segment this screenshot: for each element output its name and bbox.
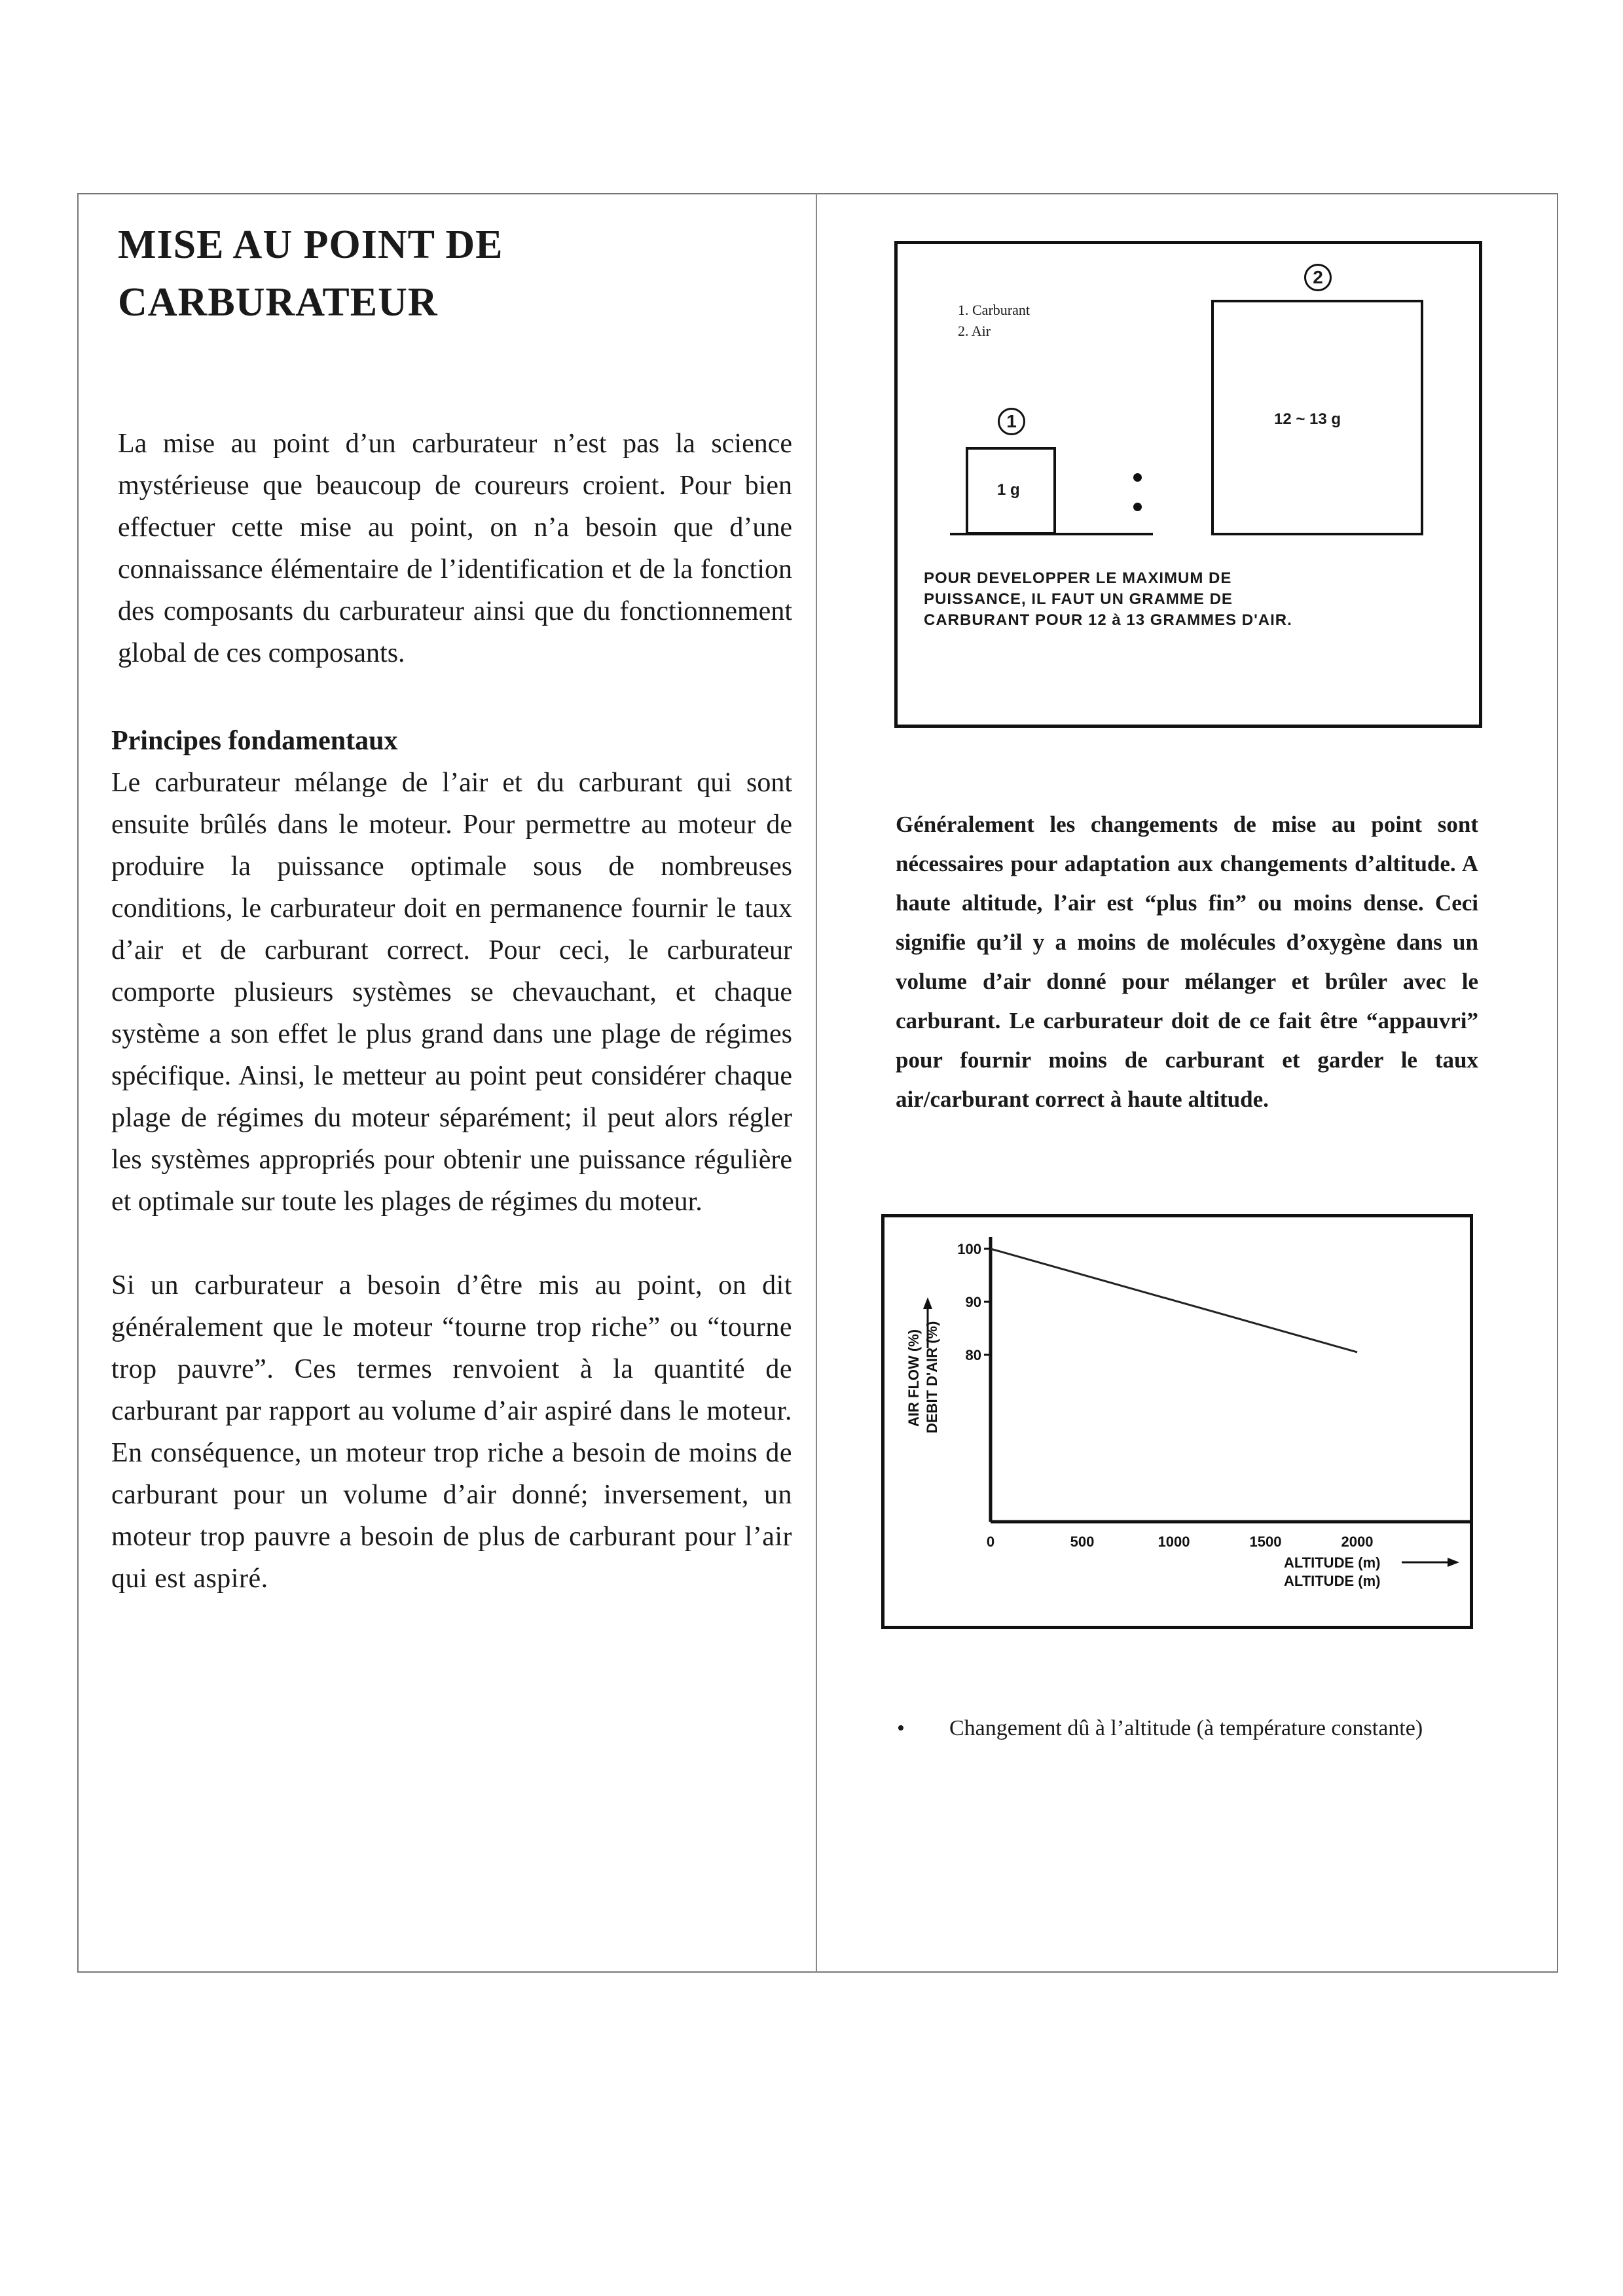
y-axis-label-fr: DEBIT D'AIR (%) — [924, 1321, 940, 1433]
x-axis-arrowhead — [1448, 1558, 1459, 1567]
x-tick-label: 1500 — [1249, 1534, 1282, 1550]
airflow-altitude-chart — [881, 1214, 1473, 1629]
x-tick-label: 500 — [1070, 1534, 1095, 1550]
legend-item-fuel: 1. Carburant — [958, 302, 1030, 318]
bullet-icon: • — [897, 1716, 905, 1740]
y-tick-label: 90 — [965, 1294, 981, 1310]
x-tick-label: 0 — [986, 1534, 995, 1550]
caption-line-3: CARBURANT POUR 12 à 13 GRAMMES D'AIR. — [924, 611, 1292, 629]
air-box — [1211, 300, 1423, 535]
air-box-label: 12 ~ 13 g — [1274, 410, 1341, 428]
x-tick-label: 2000 — [1341, 1534, 1374, 1550]
x-axis-label-fr: ALTITUDE (m) — [1284, 1573, 1381, 1589]
circle-label-2: 2 — [1304, 264, 1332, 291]
figure1-caption — [924, 568, 1461, 631]
section-title: Principes fondamentaux — [111, 726, 398, 756]
y-axis-label-en: AIR FLOW (%) — [905, 1329, 922, 1427]
caption-line-1: POUR DEVELOPPER LE MAXIMUM DE — [924, 569, 1232, 587]
title-line-2: CARBURATEUR — [118, 280, 438, 325]
y-tick-label: 100 — [957, 1241, 981, 1257]
caption-line-2: PUISSANCE, IL FAUT UN GRAMME DE — [924, 590, 1233, 608]
fuel-air-ratio-figure — [894, 241, 1482, 728]
column-divider — [816, 193, 817, 1973]
section-paragraph: Le carburateur mélange de l’air et du carburant qui sont ensuite brûlés dans le moteur. Pour permettre au moteur de produire la puissance optimale sous de nombreuses conditions, le carburateur doit en permanence fournir le taux d’air et de carburant correct. Pour ceci, le carburateur comporte plusieurs systèmes se chevauchant, et chaque système a son effet le plus grand dans une plage de régimes spécifique. Ainsi, le metteur au point peut considérer chaque plage de régimes du moteur séparément; il peut alors régler les systèmes appropriés pour obtenir une puissance régulière et optimale sur toute les plages de régimes du moteur. — [111, 768, 792, 1217]
x-axis-label-en: ALTITUDE (m) — [1284, 1554, 1381, 1571]
page-title — [118, 216, 792, 331]
circle-label-1: 1 — [998, 408, 1025, 435]
y-axis-arrowhead — [923, 1297, 932, 1309]
dot-1 — [1133, 473, 1142, 482]
chart-caption-text: Changement dû à l’altitude (à température constante) — [949, 1716, 1423, 1740]
intro-paragraph: La mise au point d’un carburateur n’est pas la science mystérieuse que beaucoup de coureurs croient. Pour bien effectuer cette mise au point, on n’a besoin que d’une connaissance élémentaire de l’identification et de la fonction des composants du carburateur ainsi que du fonctionnement global de ces composants. — [118, 429, 792, 668]
fuel-box-label: 1 g — [997, 481, 1020, 499]
altitude-paragraph: Généralement les changements de mise au point sont nécessaires pour adaptation aux changements d’altitude. A haute altitude, l’air est “plus fin” ou moins dense. Ceci signifie qu’il y a moins de molécules d’oxygène dans un volume d’air donné pour mélanger et brûler avec le carburant. Le carburateur doit de ce fait être “appauvri” pour fournir moins de carburant et garder le taux air/carburant correct à haute altitude. — [896, 812, 1478, 1112]
dot-2 — [1133, 503, 1142, 511]
x-tick-label: 1000 — [1158, 1534, 1190, 1550]
fuel-box — [966, 447, 1056, 535]
left-column — [111, 216, 792, 1600]
series-line — [991, 1249, 1357, 1352]
title-line-1: MISE AU POINT DE — [118, 223, 503, 267]
legend-item-air: 2. Air — [958, 323, 991, 339]
chart-caption — [897, 1710, 1486, 1748]
chart-svg — [884, 1217, 1470, 1626]
y-tick-label: 80 — [965, 1347, 981, 1363]
second-paragraph: Si un carburateur a besoin d’être mis au point, on dit généralement que le moteur “tourne trop riche” ou “tourne trop pauvre”. Ces termes renvoient à la quantité de carburant par rapport au volume d’air aspiré dans le moteur. En conséquence, un moteur trop riche a besoin de moins de carburant pour un volume d’air donné; inversement, un moteur trop pauvre a besoin de plus de carburant pour l’air qui est aspiré. — [111, 1270, 792, 1594]
figure-legend — [958, 300, 1030, 342]
